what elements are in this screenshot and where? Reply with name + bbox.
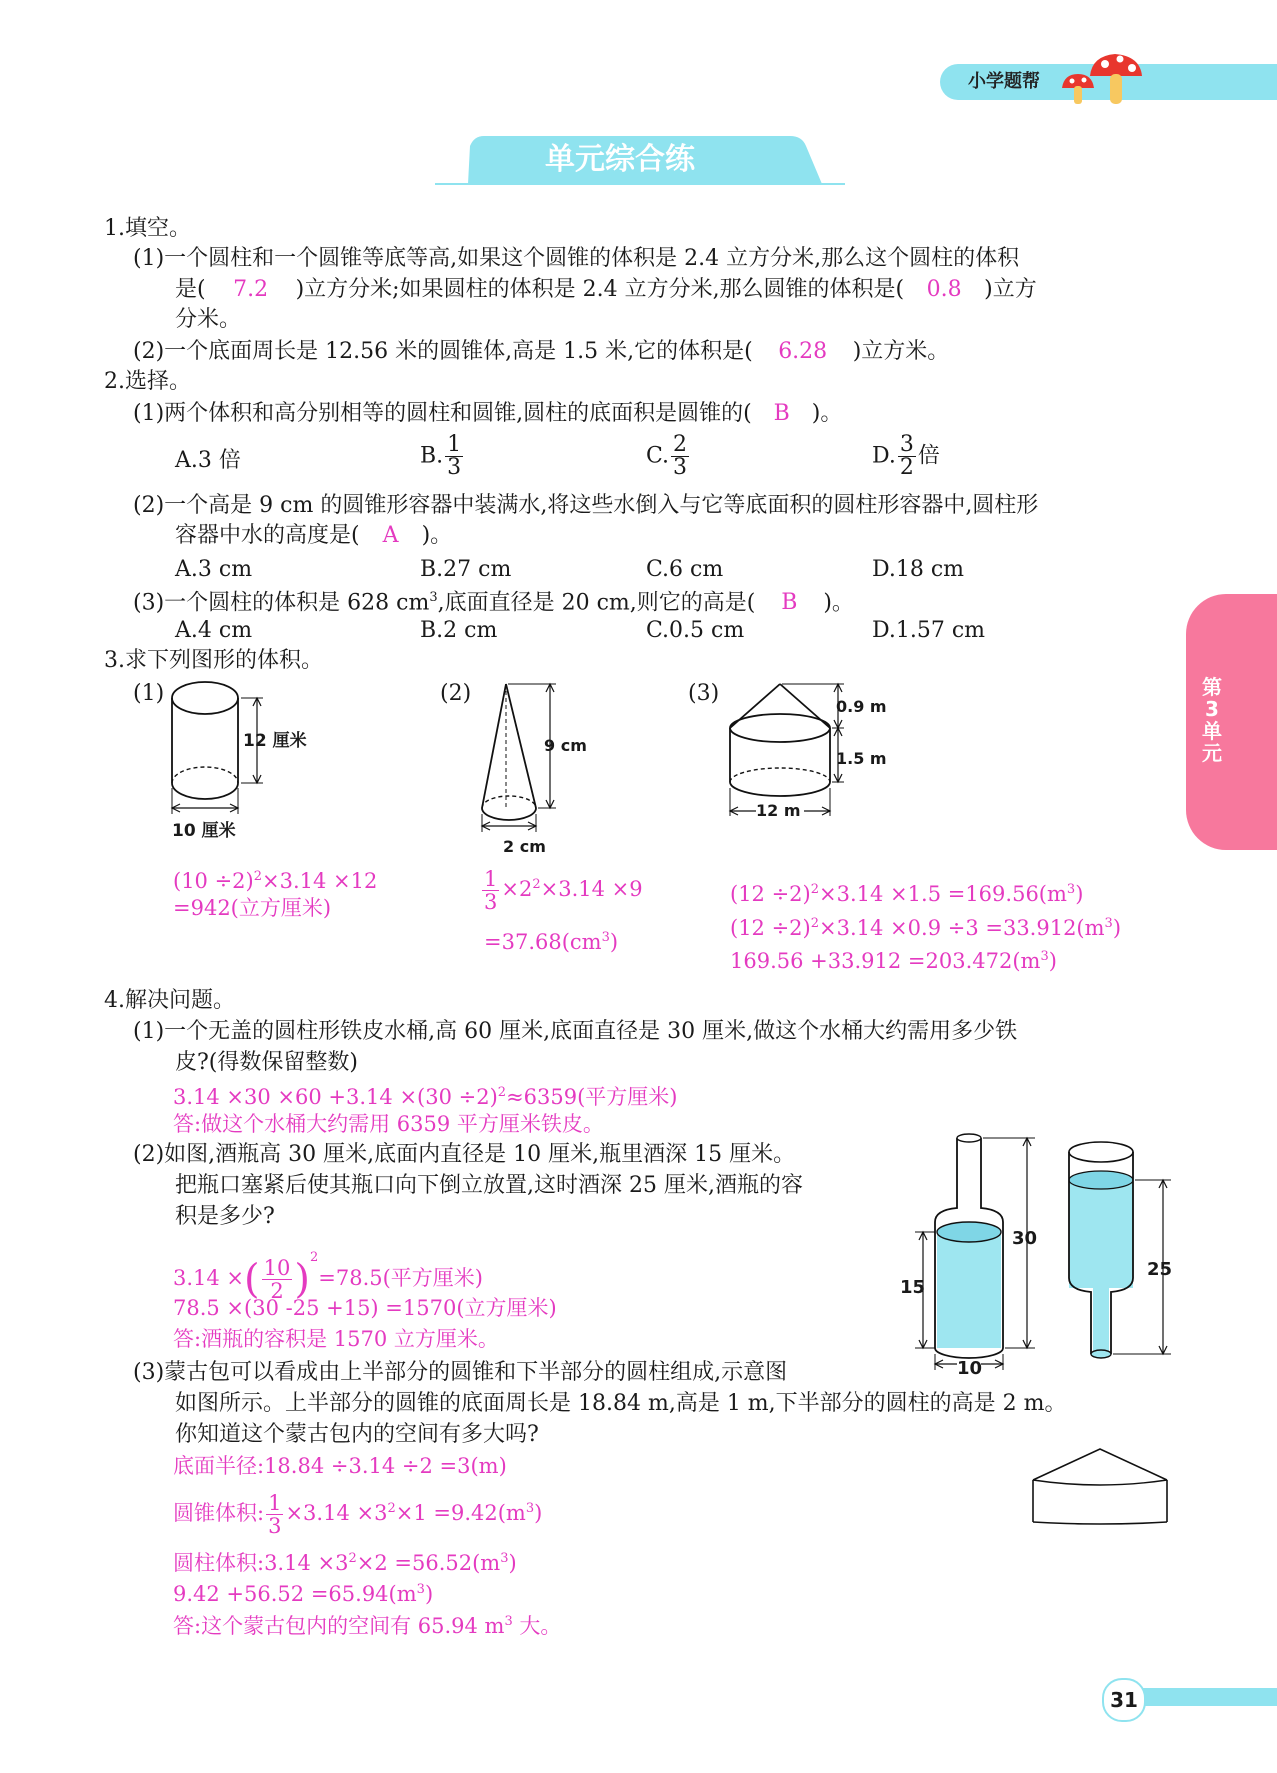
q2-p2-option-c: C.6 cm [646, 557, 724, 582]
q4-p2-solution-1: 3.14 ×( $\frac{10}{2}$ )$^2$=78.5(平方厘米) [173, 1250, 484, 1303]
q2-p1-option-b: B. $\frac{1}{3}$ [420, 432, 462, 480]
q1-answer-2: 0.8 [926, 277, 962, 302]
page-title: 单元综合练 [545, 142, 695, 177]
q2-answer-1: B [773, 401, 790, 426]
q2-p1: (1)两个体积和高分别相等的圆柱和圆锥,圆柱的底面积是圆锥的( B )。 [133, 399, 842, 429]
q4-p3-solution-4: $9.42 +56.52 =65.94(m^3)$ [173, 1582, 434, 1606]
q4-p3-line1: (3)蒙古包可以看成由上半部分的圆锥和下半部分的圆柱组成,示意图 [133, 1360, 788, 1385]
q2-answer-3: B [781, 590, 798, 616]
q4-p2-line3: 积是多少? [175, 1204, 275, 1229]
q3-title: 3.求下列图形的体积。 [104, 648, 323, 673]
fig3-diameter-label: 12 m [756, 801, 801, 820]
q2-p3-option-d: D.1.57 cm [872, 618, 986, 643]
q1-p2: (2)一个底面周长是 12.56 米的圆锥体,高是 1.5 米,它的体积是( 6.28 )立方米。 [133, 337, 949, 367]
q4-p1-line2: 皮?(得数保留整数) [175, 1050, 358, 1075]
cone-figure [470, 676, 580, 846]
fig3-number: (3) [688, 681, 720, 706]
q1-p1-line1: (1)一个圆柱和一个圆锥等底等高,如果这个圆锥的体积是 2.4 立方分米,那么这个圆柱的体积 [133, 246, 1020, 271]
q1-answer-3: 6.28 [778, 339, 828, 364]
q3-sol1-line1: $(10 \div 2)^2\times 3.14 \times 12$ [173, 869, 378, 893]
q2-p2-line1: (2)一个高是 9 cm 的圆锥形容器中装满水,将这些水倒入与它等底面积的圆柱形容器中,圆柱形 [133, 493, 1039, 518]
cylinder-figure [165, 678, 285, 838]
q3-sol3-line3: $169.56 +33.912 =203.472(m^3)$ [730, 949, 1057, 973]
bottle-figure [895, 1130, 1185, 1380]
q1-answer-1: 7.2 [233, 277, 269, 302]
page-number: 31 [1102, 1678, 1146, 1722]
page-number-bar [1130, 1688, 1277, 1706]
q2-p2-line2: 容器中水的高度是( A )。 [175, 521, 452, 551]
q2-p3-option-c: C.0.5 cm [646, 618, 745, 643]
q4-p2-line2: 把瓶口塞紧后使其瓶口向下倒立放置,这时酒深 25 厘米,酒瓶的容 [175, 1173, 803, 1198]
fig2-diameter-label: 2 cm [503, 837, 546, 856]
q2-p1-option-a: A.3 倍 [175, 448, 241, 473]
q4-p3-solution-2: 圆锥体积: $\frac{1}{3}$ $\times 3.14 \times 3^2\times 1 =9.42(m^3)$ [173, 1491, 543, 1538]
fig3-cylinder-height-label: 1.5 m [836, 749, 887, 768]
fig2-number: (2) [440, 681, 472, 706]
bottle-inverted-height-label: 25 [1147, 1259, 1173, 1280]
q3-sol3-line1: $(12 \div 2)^2\times 3.14 \times 1.5 =169.56(m^3)$ [730, 882, 1084, 906]
q2-title: 2.选择。 [104, 369, 191, 394]
q3-sol1-line2: =942(立方厘米) [173, 896, 332, 920]
q1-p1-line3: 分米。 [175, 307, 242, 332]
q4-p3-line3: 你知道这个蒙古包内的空间有多大吗? [175, 1422, 539, 1447]
q4-p2-answer: 答:酒瓶的容积是 1570 立方厘米。 [173, 1327, 499, 1351]
bottle-diameter-label: 10 [957, 1358, 983, 1379]
fig1-diameter-label: 10 厘米 [172, 821, 236, 841]
fig3-cone-height-label: 0.9 m [836, 697, 887, 716]
fig1-height-label: 12 厘米 [243, 731, 307, 751]
yurt-figure [1030, 1446, 1170, 1526]
fig1-number: (1) [133, 681, 165, 706]
q1-p1-line2: 是( 7.2 )立方分米;如果圆柱的体积是 2.4 立方分米,那么圆锥的体积是( 0.8 )立方 [175, 275, 1037, 305]
q2-p3-option-a: A.4 cm [175, 618, 253, 643]
q3-sol2-line2: $=37.68(cm^3)$ [484, 930, 619, 954]
q2-p1-option-d: D. $\frac{3}{2}$ 倍 [872, 432, 940, 480]
q2-p2-option-a: A.3 cm [175, 557, 253, 582]
q4-p1-line1: (1)一个无盖的圆柱形铁皮水桶,高 60 厘米,底面直径是 30 厘米,做这个水桶大约需用多少铁 [133, 1019, 1018, 1044]
q4-p3-line2: 如图所示。上半部分的圆锥的底面周长是 18.84 m,高是 1 m,下半部分的圆柱的高是 2 m。 [175, 1391, 1067, 1416]
bottle-total-height-label: 30 [1012, 1228, 1038, 1249]
q1-title: 1.填空。 [104, 216, 191, 241]
q3-sol2-line1: $\frac{1}{3}$ $\times 2^2\times 3.14 \times 9$ [484, 867, 643, 914]
bottle-liquid-height-label: 15 [900, 1277, 926, 1298]
q2-p3-option-b: B.2 cm [420, 618, 498, 643]
q4-p2-line1: (2)如图,酒瓶高 30 厘米,底面内直径是 10 厘米,瓶里酒深 15 厘米。 [133, 1142, 796, 1167]
mushroom-icon [1060, 44, 1150, 114]
q4-title: 4.解决问题。 [104, 988, 235, 1013]
q2-p1-option-c: C. $\frac{2}{3}$ [646, 432, 688, 480]
q4-p2-solution-2: 78.5 ×(30 -25 +15) =1570(立方厘米) [173, 1296, 557, 1320]
q3-sol3-line2: $(12 \div 2)^2\times 3.14 \times 0.9 \div 3 =33.912(m^3)$ [730, 916, 1122, 940]
q4-p1-answer: 答:做这个水桶大约需用 6359 平方厘米铁皮。 [173, 1112, 604, 1136]
q4-p3-answer: 答:这个蒙古包内的空间有 65.94 $m^3$ 大。 [173, 1614, 562, 1638]
q4-p1-solution: $3.14 \times 30 \times 60 +3.14 \times(30 \div 2)^2\approx 6359$(平方厘米) [173, 1085, 678, 1109]
q2-p3: (3)一个圆柱的体积是 628 $cm^3$,底面直径是 20 cm,则它的高是( B )。 [133, 583, 854, 618]
brand-label: 小学题帮 [968, 71, 1040, 92]
q2-p2-option-d: D.18 cm [872, 557, 965, 582]
q4-p3-solution-1: 底面半径:18.84 ÷3.14 ÷2 =3(m) [173, 1454, 507, 1478]
fig2-height-label: 9 cm [544, 736, 587, 755]
q2-answer-2: A [382, 523, 399, 548]
q2-p2-option-b: B.27 cm [420, 557, 512, 582]
q4-p3-solution-3: 圆柱体积:3.14 $\times 3^2\times 2 =56.52(m^3)$ [173, 1551, 517, 1575]
side-tab-label: 第 3 单 元 [1202, 675, 1222, 765]
